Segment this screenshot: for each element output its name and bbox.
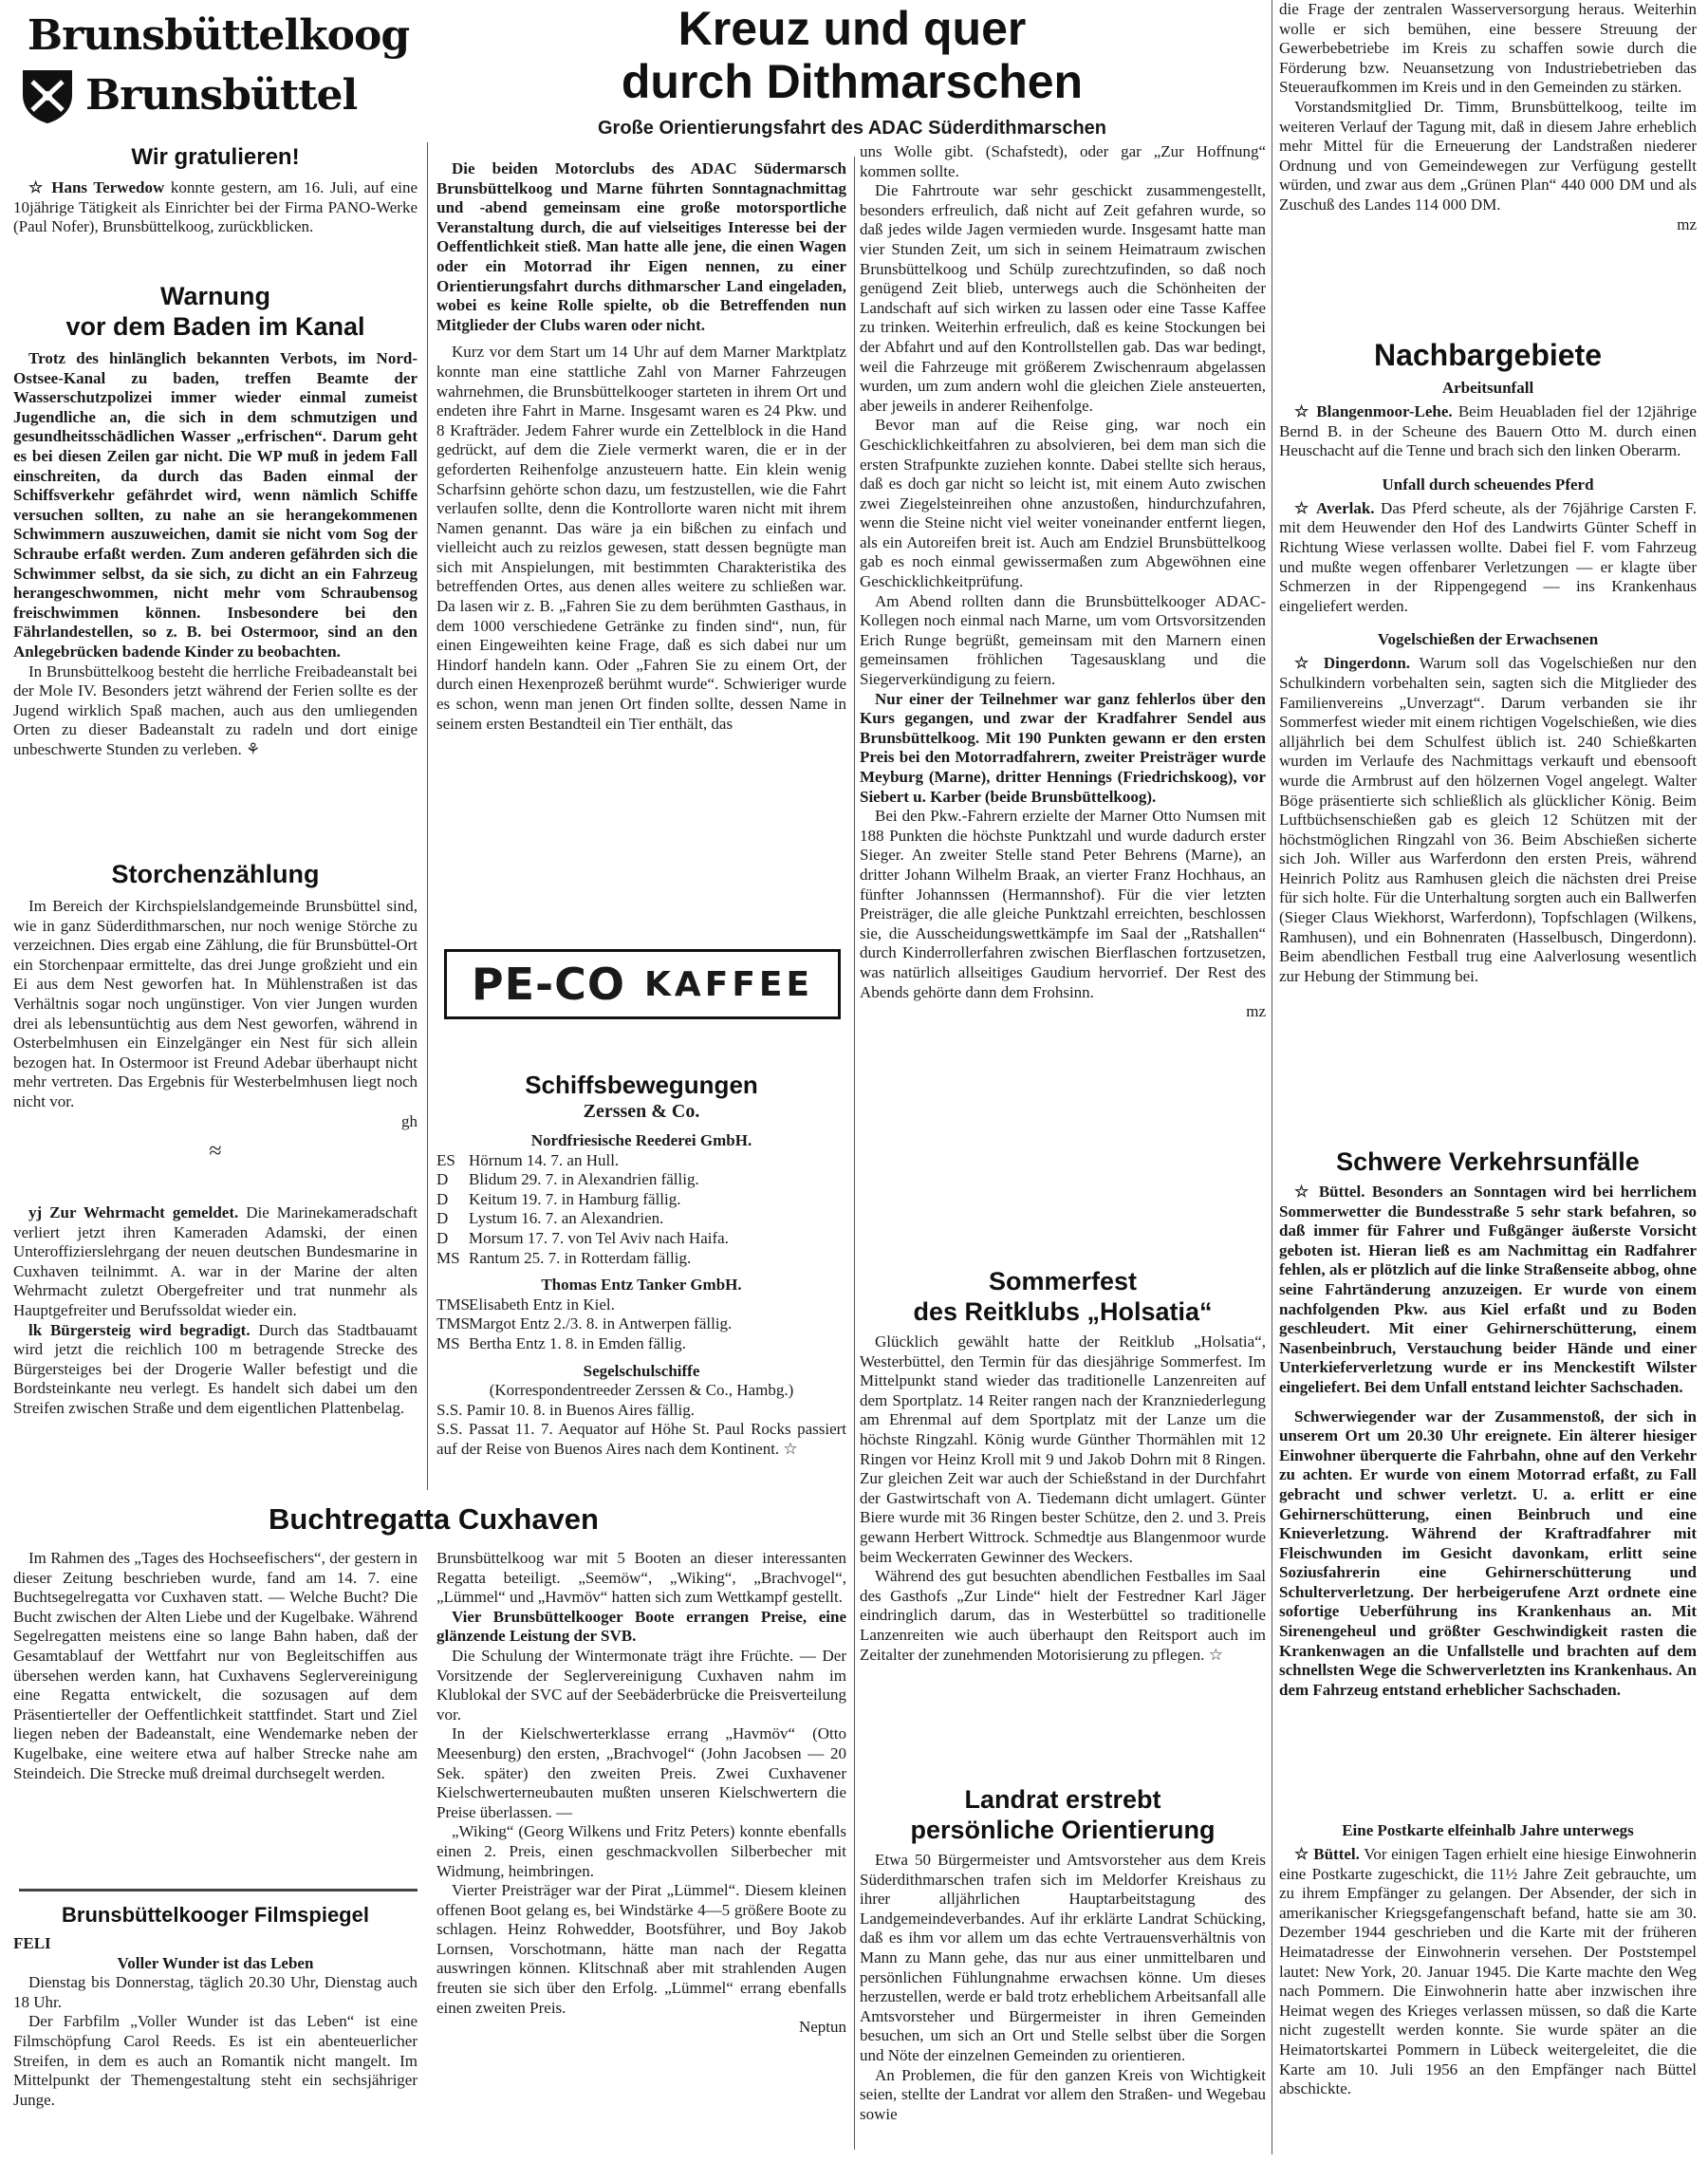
- headline-line-2: des Reitklubs „Holsatia“: [913, 1297, 1213, 1326]
- body-text-bold: Schwerwiegender war der Zusammenstoß, der sich in unserem Ort um 20.30 Uhr ereignete. Ein älterer hiesiger Einwohner überquerte die Fahrbahn, ohne auf den Verkehr zu achten. Er wurde von einem Motorrad erfaßt, zu Fall gebracht und schwer verletzt. U. a. erlitt er eine Gehirnerschütterung, einen Beinbruch und eine Knieverletzung. Während der Kraftradfahrer mit Fleischwunden im Gesicht davonkam, erlitt seine Soziusfahrerin eine Gehirnerschütterung und Schulterverletzung. Der herbeigerufene Arzt ordnete eine sofortige Ueberführung ins Krankenhaus an. Mit Sirenengeheul und größter Geschwindigkeit rasten die Krankenwagen an die Unfallstelle und brachten auf dem schnellsten Wege die Schwerverletzten ins Krankenhaus. An dem Fahrzeug entstand erheblicher Sachschaden.: [1279, 1407, 1697, 1699]
- body-text: Vor einigen Tagen erhielt eine hiesige Einwohnerin eine Postkarte zugeschickt, die 11½ Jahre Zeit gebrauchte, um zu ihrem Empfänger zu gelangen. Der Absender, der sich in amerikanischer Kriegsgefangenschaft befand, hatte sie am 30. Dezember 1944 geschrieben und die Karte mit der früheren Heimatadresse der Einwohnerin versehen. Der Poststempel lautet: New York, 20. Januar 1945. Die Karte machte den Weg nach Pommern. Die Einwohnerin hatte aber inzwischen ihre Heimat wegen des Krieges verlassen müssen, so daß die Karte nicht zugestellt werden konnte. Sie wurde später an die Heimatortskartei Pommern in Lübeck weitergeleitet, die die Karte am 10. Juli 1956 an den Empfänger nach Büttel abschickte.: [1279, 1845, 1698, 2098]
- signature: Neptun: [798, 2018, 846, 2037]
- body-text: Warum soll das Vogelschießen nur den Schulkindern vorbehalten sein, sagten sich die Mitglieder des Familienvereins „Unverzagt“. Darum verbanden sie ihr Sommerfest wieder mit einem richtigen Vogelschießen, wie dies alljährlich bei dem Schulfest üblich ist. 240 Schießkarten wurden im Verlaufe des Nachmittags verkauft und ebensooft wurde die Armbrust auf den hölzernen Vogel angelegt. Walter Böge präsentierte sich schließlich als glücklicher König. Beim Luftbüchsenschießen gab es gleich 12 Schützen mit der höchstmöglichen Ringzahl von 36. Beim Abschießen sicherte sich Joh. Willer aus Warferdonn den ersten Preis, während Heinrich Politz aus Ramhusen gleich die nächsten drei Preise für sich holte. Für die Unterhaltung sorgten auch ein Ballwerfen (Sieger Claus Wiekhorst, Warferdonn), Topfschlagen (Wilkens, Ramhusen), und ein Bohnenraten (Hasselbusch, Dingerdonn). Beim abendlichen Festball trug eine Aalverlosung wesentlich zur Hebung der Stimmung bei.: [1279, 654, 1697, 985]
- ship-status: Margot Entz 2./3. 8. in Antwerpen fällig.: [469, 1314, 733, 1333]
- group-note: (Korrespondentreeder Zerssen & Co., Hambg.): [489, 1381, 794, 1400]
- body-text: konnte gestern, am 16. Juli, auf eine 10jährige Tätigkeit als Einrichter bei der Firma PANO-Werke (Paul Nofer), Brunsbüttelkoog, zurückblicken.: [13, 178, 418, 236]
- ship-status: Elisabeth Entz in Kiel.: [469, 1295, 615, 1314]
- body-text: Vierter Preisträger war der Pirat „Lümmel“. Diesem kleinen offenen Boot gelang es, bei Windstärke 4—5 größere Boote zu schlagen. Heinz Rohwedder, Bootsführer, und Boy Jakob Lornsen, Vorschotmann, hätte man nach der Regatta auswringen können. Klitschnaß aber mit strahlenden Augen freuten sie sich über den Erfolg. „Lümmel“ errang ebenfalls einen zweiten Preis.: [436, 1881, 846, 2017]
- headline: Wir gratulieren!: [131, 144, 300, 170]
- ship-status: Rantum 25. 7. in Rotterdam fällig.: [469, 1248, 692, 1267]
- lead: ☆ Büttel.: [1294, 1845, 1360, 1863]
- article-landrat-continued: [1279, 0, 1697, 234]
- subheadline: Große Orientierungsfahrt des ADAC Süderdithmarschen: [597, 118, 1106, 139]
- article-landrat: [860, 1784, 1266, 2124]
- headline-buchtregatta: Buchtregatta Cuxhaven: [269, 1502, 599, 1536]
- body-text-bold: ☆ Büttel. Besonders an Sonntagen wird bei herrlichem Sommerwetter die Bundesstraße 5 sehr stark befahren, so daß immer für Fahrer und Fußgänger äußerste Vorsicht geboten ist. Hieran ließ es am Nachmittag ein Radfahrer fehlen, als er plötzlich auf die linke Straßenseite abbog, ohne seine Fahrtänderung anzuzeigen. Er wurde von einem nachfolgenden Pkw. aus Kiel erfaßt und zu Boden geschleudert. Mit einer Gehirnerschütterung, einem Nasenbeinbruch, Verstauchung beider Hände und einer Unterkieferverletzung wurde er ins Menckestift Wilster eingeliefert. Bei dem Unfall entstand leichter Sachschaden.: [1279, 1183, 1697, 1396]
- body-text-bold: Nur einer der Teilnehmer war ganz fehlerlos über den Kurs gegangen, und zwar der Kradfahrer Sendel aus Brunsbüttelkoog. Mit 190 Punkten gewann er den ersten Preis bei den Motorradfahrern, zweiter Preisträger wurde Meyburg (Marne), dritter Hennings (Friedrichskoog), vor Siebert u. Karber (beide Brunsbüttelkoog).: [860, 689, 1266, 806]
- headline: Schwere Verkehrsunfälle: [1336, 1147, 1640, 1176]
- article-storch: [13, 859, 418, 1165]
- headline: Storchenzählung: [111, 860, 320, 888]
- ship-type: D: [436, 1228, 449, 1247]
- article-kreuz-header: [435, 2, 1270, 142]
- subheadline: Eine Postkarte elfeinhalb Jahre unterwegs: [1342, 1821, 1634, 1839]
- body-text: Im Bereich der Kirchspielslandgemeinde Brunsbüttel sind, wie in ganz Süderdithmarschen, nur noch wenige Störche zu verzeichnen. Dies ergab eine Zählung, die für Brunsbüttel-Ort ein Storchenpaar ermittelte, das drei Junge großzieht und ein Ei aus dem Nest geworfen hat. In Mühlenstraßen ist das Verhältnis sogar noch ungünstiger. Von vier Jungen wurden drei als lebensuntüchtig aus dem Nest geworfen, während in Osterbelmhusen ein Einzelgänger ein Nest für sich allein bezogen hat. In Ostermoor ist Freund Adebar überhaupt nicht mehr vertreten. Das Ergebnis für Westerbelmhusen liegt noch nicht vor.: [13, 897, 418, 1110]
- article-buchtregatta-col2: [436, 1549, 846, 2038]
- ad-product: KAFFEE: [643, 964, 814, 1004]
- ship-entry: [436, 1314, 846, 1334]
- body-text: In Brunsbüttelkoog besteht die herrliche Freibadeanstalt bei der Mole IV. Besonders jetzt während der Ferien sollte es der Jugend wirklich Spaß machen, auch aus den umliegenden Orten zu dieser Badeanstalt zu radeln und dort einige unbeschwerte Stunden zu verleben. ⚘: [13, 662, 418, 758]
- cinema-name: FELI: [13, 1934, 51, 1952]
- ship-type: TMS: [436, 1295, 470, 1314]
- body-text: Trotz des hinlänglich bekannten Verbots, im Nord-Ostsee-Kanal zu baden, treffen Beamte der Wasserschutzpolizei immer wieder einmal zumeist Jugendliche an, die sich in dem schmutzigen und gesundheitsschädlichen Wasser „erfrischen“. Darum geht es bei diesen Zeilen gar nicht. Die WP muß in jedem Fall einschreiten, da durch das Baden einmal der Schiffsverkehr gefährdet wird, wenn nämlich Schiffe versuchen sollten, zu nahe an sie herangekommenen Schwimmern auszuweichen, damit sie nicht vom Sog der Schraube erfaßt werden. Zum anderen gefährden sich die Schwimmer selbst, da sie sich, zu dicht an ein Fahrzeug herangeschwommen, nicht mehr vom Schraubensog freischwimmen können. Insbesondere bei den Fährlandestellen, so z. B. bei Ostermoor, sind an den Anlegebrücken badende Kinder zu beobachten.: [13, 349, 418, 661]
- body-text-bold: Die beiden Motorclubs des ADAC Südermarsch Brunsbüttelkoog und Marne führten Sonntagnachmittag und -abend gemeinsam eine große motorsportliche Veranstaltung durch, die auf vielseitiges Interesse bei der Oeffentlichkeit stieß. Man hatte alle jene, die einen Wagen oder ein Motorrad ihr Eigen nennen, zu einer Orientierungsfahrt durchs dithmarscher Land eingeladen, wobei es keine Rolle spielte, ob die Betreffenden nun Mitglieder der Clubs waren oder nicht.: [436, 159, 846, 334]
- article-lokal: [13, 1203, 418, 1419]
- article-filmspiegel: [13, 1902, 418, 2110]
- body-text: Durch das Stadtbauamt wird jetzt die reichlich 100 m betragende Strecke des Bürgersteiges bei der Drogerie Waller befestigt und die Bordsteinkante neu verlegt. Es handelt sich dabei um den Streifen zwischen Straße und dem eigentlichen Plattenbelag.: [13, 1320, 418, 1417]
- advertisement-peco-kaffee: [444, 949, 841, 1019]
- coat-of-arms-icon: [19, 66, 76, 125]
- ship-status: Hörnum 14. 7. an Hull.: [469, 1150, 620, 1169]
- masthead-title-1: Brunsbüttelkoog: [27, 11, 410, 60]
- body-text: In der Kielschwerterklasse errang „Havmöv“ (Otto Meesenburg) den ersten, „Brachvogel“ (John Jacobsen — 20 Sek. später) den zweiten Preis. Zwei Cuxhavener Kielschwerterneubauten mußten unseren Kielschwertern die Preise überlassen. —: [436, 1724, 846, 1821]
- headline: Brunsbüttelkooger Filmspiegel: [62, 1903, 369, 1927]
- article-verkehrsunfaelle: [1279, 1146, 1697, 1700]
- body-text: Während des gut besuchten abendlichen Festballes im Saal des Gasthofs „Zur Linde“ hielt der Festredner Karl Jäger eindringlich darum, das in Westerbüttel so traditionelle Lanzenreiten wie auch überhaupt den Reitsport auch im Zeitalter der zunehmenden Motorisierung zu pflegen. ☆: [860, 1567, 1266, 1664]
- ship-status: Keitum 19. 7. in Hamburg fällig.: [469, 1189, 681, 1208]
- lead: ☆ Hans Terwedow: [28, 178, 165, 196]
- body-text: Beim Heuabladen fiel der 12jährige Bernd B. in der Scheune des Bauern Otto M. durch einen Heuschacht auf die Tenne und brach sich den linken Oberarm.: [1279, 402, 1697, 460]
- masthead-title-2: Brunsbüttel: [85, 71, 358, 120]
- body-text: Kurz vor dem Start um 14 Uhr auf dem Marner Marktplatz konnte man eine stattliche Zahl von Marner Fahrzeugen wahrnehmen, die Brunsbüttelkooger starteten in ihrem Ort und endeten ihre Fahrt in Marne. Insgesamt waren es 24 Pkw. und 8 Krafträder. Jedem Fahrer wurde ein Zettelblock in die Hand gedrückt, auf dem die Ziele vermerkt waren, die er in der geforderten Reihenfolge anzusteuern hatte. Ein klein wenig Scharfsinn gehörte schon dazu, um festzustellen, wie die Fahrt verlaufen sollte, denn die Kontrollorte waren nicht mit ihrem Namen genannt. Das wäre ja ein bißchen zu einfach und vielleicht auch zu reizlos gewesen, statt dessen begnügte man sich mit Anspielungen, mit bestimmten Charakteristika des betreffenden Ortes, aus denen alles weitere zu schließen war. Da lasen wir z. B. „Fahren Sie zu dem berühmten Gasthaus, in dem 1000 verschiedene Getränke zu finden sind“, nun, für einen Eingeweihten keine Frage, daß es sich dabei nur um Hindorf handeln kann. Oder „Fahren Sie zu einem Ort, der durch einen Hexenprozeß berühmt wurde“. Schwieriger wurde es schon, wenn man jenen Ort finden sollte, dessen Name in seinem ersten Bestandteil ein Tier enthält, das: [436, 343, 846, 733]
- ship-status: Lystum 16. 7. an Alexandrien.: [469, 1209, 664, 1228]
- article-gratulation: [13, 142, 418, 237]
- ship-entry: [436, 1209, 846, 1229]
- article-postkarte: [1279, 1817, 1697, 2099]
- company: Zerssen & Co.: [583, 1101, 700, 1122]
- body-text-bold: Vier Brunsbüttelkooger Boote errangen Preise, eine glänzende Leistung der SVB.: [436, 1607, 846, 1646]
- group-title: Nordfriesische Reederei GmbH.: [530, 1131, 752, 1149]
- headline-line-2: durch Dithmarschen: [621, 55, 1084, 108]
- column-rule: [427, 142, 428, 1490]
- article-sommerfest: [860, 1266, 1266, 1665]
- body-text: die Frage der zentralen Wasserversorgung heraus. Weiterhin wolle er sich bemühen, eine bessere Streuung der Gewerbebetriebe im Kreis zu schaffen sowie durch die Förderung bzw. Neuansetzung von Industriebetrieben das Steueraufkommen im Kreis und in den Gemeinden zu stärken.: [1279, 0, 1697, 97]
- section-title: Nachbargebiete: [1373, 338, 1603, 372]
- body-text: Die Marinekameradschaft verliert jetzt ihren Kameraden Adamski, der einen Unteroffizierslehrgang der neuen deutschen Bundesmarine in Cuxhaven teilnimmt. A. war in der Marine der alten Wehrmacht zuletzt Obergefreiter und trat nunmehr als Hauptgefreiter und Berufssoldat wieder ein.: [13, 1203, 418, 1319]
- body-text: Am Abend rollten dann die Brunsbüttelkooger ADAC-Kollegen noch einmal nach Marne, um vom Ortsvorsitzenden Erich Runge begrüßt, gemeinsam mit den Marnern einen gemeinsamen fröhlichen Tagesausklang und die Siegerverkündigung zu feiern.: [860, 591, 1266, 689]
- ship-entry: [436, 1190, 846, 1210]
- masthead: [19, 13, 418, 125]
- ship-list: [436, 1151, 846, 1269]
- article-kreuz-col3: [860, 142, 1266, 1022]
- ship-type: D: [436, 1189, 449, 1208]
- body-text: „Wiking“ (Georg Wilkens und Fritz Peters) konnte ebenfalls einen 2. Preis, einen geschmackvollen Silberbecher mit Widmung, heimbringen.: [436, 1822, 846, 1880]
- lead: lk Bürgersteig wird begradigt.: [28, 1320, 251, 1339]
- headline: Landrat erstrebt: [964, 1785, 1161, 1814]
- article-buchtregatta-col1: [13, 1549, 418, 1783]
- group-title: Segelschulschiffe: [583, 1361, 700, 1380]
- ship-entry: [436, 1229, 846, 1249]
- ship-status: Bertha Entz 1. 8. in Emden fällig.: [469, 1333, 686, 1352]
- body-text: uns Wolle gibt. (Schafstedt), oder gar „Zur Hoffnung“ kommen sollte.: [860, 142, 1266, 180]
- divider: [19, 1889, 418, 1892]
- body-text: An Problemen, die für den ganzen Kreis von Wichtigkeit seien, stellte der Landrat vor allem den Straßen- und Wegebau sowie: [860, 2065, 1266, 2123]
- ship-type: TMS: [436, 1314, 470, 1333]
- article-warnung: [13, 281, 418, 759]
- lead: ☆ Blangenmoor-Lehe.: [1294, 402, 1453, 420]
- group-title: Thomas Entz Tanker GmbH.: [541, 1276, 742, 1295]
- body-text: Das Pferd scheute, als der 76jährige Carsten F. mit dem Heuwender den Hof des Landwirts Günter Scheff in Richtung Wiese verlassen wollte. Dabei fiel F. vom Fahrzeug und mußte wegen offenbarer Verletzungen — er klagte über Schmerzen in der Rippengegend — ins Krankenhaus eingeliefert werden.: [1279, 498, 1697, 615]
- headline: Warnung: [160, 282, 270, 310]
- lead: ☆ Averlak.: [1294, 498, 1375, 517]
- ship-status: Blidum 29. 7. in Alexandrien fällig.: [469, 1170, 699, 1189]
- headline-line-2: vor dem Baden im Kanal: [65, 312, 365, 341]
- body-text: Die Fahrtroute war sehr geschickt zusammengestellt, besonders erfreulich, daß nicht auf Zeit gefahren wurde, so daß jedes wilde Jagen vermieden wurde. Insgesamt hatte man vier Stunden Zeit, um sich in seinem Heimatraum zwischen Brunsbüttelkoog und Schülp zurechtzufinden, so daß noch genügend Zeit blieb, unterwegs auch die Schönheiten der Landschaft auf sich wirken zu lassen oder eine Tasse Kaffee zu trinken. Weiterhin erfreulich, daß es keine Stockungen bei der Abfahrt und auf den Kontrollstellen gab. Das war bedingt, weil die Fahrzeuge mit größerem Zwischenraum abgelassen wurden, um zum andern wohl die gleichen Ziele ansteuerten, aber jeweils in anderer Reihenfolge.: [860, 181, 1266, 415]
- body-text: Die Schulung der Wintermonate trägt ihre Früchte. — Der Vorsitzende der Seglervereinigung Cuxhaven nahm im Klublokal der SVC auf der Seebäderbrücke die Preisverteilung vor.: [436, 1646, 846, 1724]
- subheadline: Unfall durch scheuendes Pferd: [1382, 475, 1594, 494]
- lead: ☆ Dingerdonn.: [1294, 654, 1411, 673]
- movie-title: Voller Wunder ist das Leben: [117, 1953, 314, 1972]
- ship-entry: [436, 1295, 846, 1315]
- body-text: Der Farbfilm „Voller Wunder ist das Leben“ ist eine Filmschöpfung Carol Reeds. Es ist ein abenteuerlicher Streifen, in dem es auch an Romantik nicht mangelt. Im Mittelpunkt der Themengestaltung steht ein sechsjähriger Junge.: [13, 2012, 418, 2109]
- body-text: Bevor man auf die Reise ging, war noch ein Geschicklichkeitfahren zu absolvieren, bei dem man sich die ersten Strafpunkte zuziehen konnte. Dabei stellte sich heraus, daß es doch gar nicht so leicht ist, mit einem Auto zwischen zwei Ziegelsteinreihen ohne anzustoßen, hindurchzufahren, wenn die Steine nicht viel weiter voneinander entfernt liegen, als ein Autoreifen breit ist. Auch am Endziel Brunsbüttelkoog gab es noch einmal gewissermaßen zum Abgewöhnen eine Geschicklichkeitprüfung.: [860, 416, 1266, 591]
- ship-entry: [436, 1334, 846, 1354]
- body-text: Im Rahmen des „Tages des Hochseefischers“, der gestern in dieser Zeitung beschrieben wurde, fand am 14. 7. eine Buchtsegelregatta vor Cuxhaven statt. — Welche Bucht? Die Bucht zwischen der Alten Liebe und der Kugelbake. Während Segelregatten meistens eine so lange Bahn haben, daß der Gesamtablauf der Wettfahrt nur von Begleitschiffen aus übersehen werden kann, hat Cuxhavens Seglervereinigung eine Regatta entwickelt, die sozusagen auf dem Präsentierteller der Oeffentlichkeit stattfindet. Start und Ziel liegen neben der Badeanstalt, eine Wendemarke neben der Kugelbake, eine weitere etwa auf halber Strecke nahe am Steindeich. Die Strecke muß dreimal durchsegelt werden.: [13, 1549, 418, 1782]
- article-schiffsbewegungen: [436, 1071, 846, 1460]
- ship-type: MS: [436, 1333, 460, 1352]
- headline: Schiffsbewegungen: [525, 1071, 758, 1099]
- ship-entry: S.S. Passat 11. 7. Aequator auf Höhe St. Paul Rocks passiert auf der Reise von Buenos Aires nach dem Kontinent. ☆: [436, 1420, 846, 1458]
- ship-entry: [436, 1249, 846, 1269]
- ship-type: D: [436, 1170, 449, 1189]
- ship-entry: [436, 1170, 846, 1190]
- article-kreuz-col2: [436, 159, 846, 734]
- subheadline: Arbeitsunfall: [1441, 379, 1534, 397]
- ship-entry: [436, 1151, 846, 1171]
- headline-line-2: persönliche Orientierung: [910, 1816, 1216, 1844]
- ship-entry: S.S. Pamir 10. 8. in Buenos Aires fällig.: [436, 1400, 695, 1419]
- ship-status: Morsum 17. 7. von Tel Aviv nach Haifa.: [469, 1228, 729, 1247]
- body-text: Etwa 50 Bürgermeister und Amtsvorsteher aus dem Kreis Süderdithmarschen trafen sich im Meldorfer Kreishaus zu ihrer alljährlichen Hauptarbeitstagung des Landgemeindeverbandes. Auf ihr erklärte Landrat Schücking, daß es ihm vor allem um das echte Vertrauensverhältnis von Mann zu Mann gehe, das nur aus einer unmittelbaren und persönlichen Fühlungnahme erwachsen könne. Um dieses herzustellen, werde er bald trotz erheblichem Arbeitsanfall alle Amtsvorsteher und Bürgermeister in ihren Gemeinden besuchen, um sich an Ort und Stelle selbst über die Sorgen und Nöte der einzelnen Gemeinden zu orientieren.: [860, 1851, 1266, 2064]
- section-nachbargebiete: [1279, 336, 1697, 986]
- divider: ≈: [209, 1139, 222, 1165]
- ad-brand: PE-CO: [471, 959, 625, 1010]
- body-text: Vorstandsmitglied Dr. Timm, Brunsbüttelkoog, teilte im weiteren Verlauf der Tagung mit, daß in diesem Jahre erheblich mehr Mittel für die Erneuerung der Landstraßen niederer Ordnung und von Gemeindewegen zur Verfügung gestellt würden, und zwar aus dem „Grünen Plan“ 440 000 DM und als Zuschuß des Landes 114 000 DM.: [1279, 97, 1697, 214]
- subheadline: Vogelschießen der Erwachsenen: [1377, 630, 1599, 649]
- lead: yj Zur Wehrmacht gemeldet.: [28, 1203, 239, 1221]
- column-rule: [854, 157, 855, 2150]
- signature: mz: [1246, 1002, 1266, 1021]
- showtimes: Dienstag bis Donnerstag, täglich 20.30 Uhr, Dienstag auch 18 Uhr.: [13, 1973, 418, 2011]
- ship-list: [436, 1295, 846, 1354]
- body-text: Bei den Pkw.-Fahrern erzielte der Marner Otto Numsen mit 188 Punkten die höchste Punktzahl und wurde dadurch erster Sieger. An zweiter Stelle stand Peter Behrens (Marne), an dritter Johann Wilhelm Braak, an vierter Franz Hochhaus, an fünfter Johannssen (Hermannshof). Für die vier letzten Preisträger, die alle gleiche Punktzahl erreichten, beschlossen sie, die Ausscheidungswettkämpfe im Saal der „Ratshallen“ durch Kinderrollerfahren zwischen Bierflaschen fortzusetzen, was natürlich allseitiges Gaudium hervorrief. Der Rest des Abends gehörte dann dem Frohsinn.: [860, 807, 1266, 1001]
- ship-type: D: [436, 1209, 449, 1228]
- ship-type: ES: [436, 1150, 455, 1169]
- body-text: Brunsbüttelkoog war mit 5 Booten an dieser interessanten Regatta beteiligt. „Seemöw“, „Wiking“, „Brachvogel“, „Lümmel“ und „Havmöv“ hatten sich zum Wettkampf gestellt.: [436, 1549, 846, 1607]
- headline: Sommerfest: [988, 1267, 1138, 1295]
- signature: gh: [401, 1111, 418, 1130]
- ship-type: MS: [436, 1248, 460, 1267]
- signature: mz: [1677, 214, 1697, 233]
- body-text: Glücklich gewählt hatte der Reitklub „Holsatia“, Westerbüttel, den Termin für das diesjährige Sommerfest. Im Mittelpunkt stand wieder das traditionelle Lanzenreiten auf dem Sportplatz. 14 Reiter rangen nach der Kranzniederlegung am Ehrenmal auf dem Sportplatz mit der Lanze um die höchste Ringzahl. König wurde Günther Thormählen mit 12 Ringen vor Heinz Kroll mit 9 und Jakob Dohrn mit 8 Ringen. Zur gleichen Zeit war auch der Schießstand in der Durchfahrt der Gastwirtschaft von A. Tiedemann dicht umlagert. Günter Biere wurde mit 36 Ringen bester Schütze, den 2. und 3. Preis gewann Herbert Wittrock. Schmedtje aus Blangenmoor wurde beim Weckerraten Gewinner des Weckers.: [860, 1333, 1266, 1566]
- headline: Kreuz und quer: [678, 2, 1027, 55]
